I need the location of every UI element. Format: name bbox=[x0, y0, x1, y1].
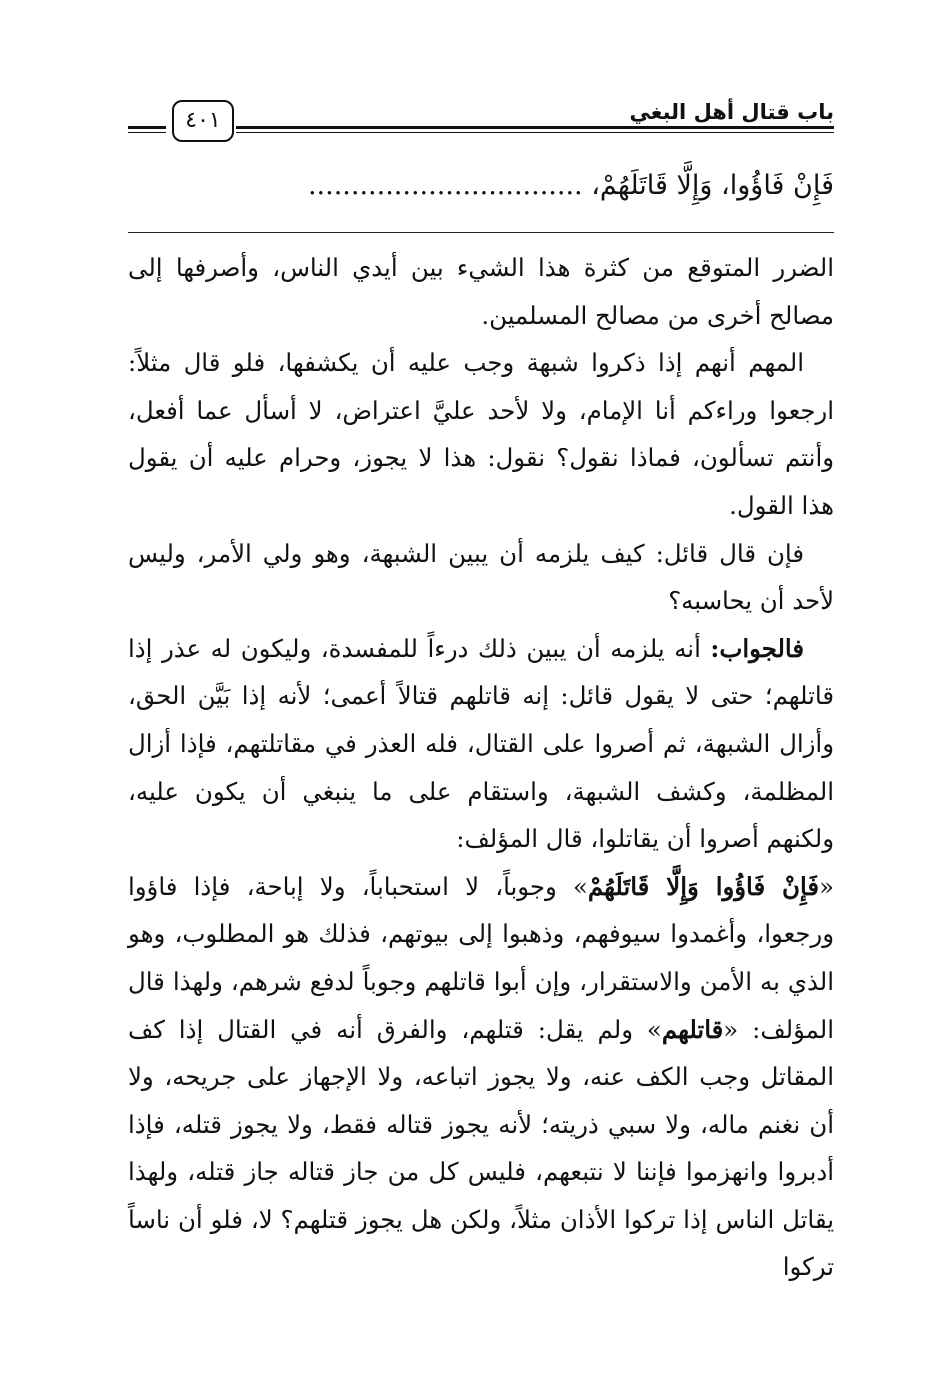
paragraph-3: فإن قال قائل: كيف يلزمه أن يبين الشبهة، وهو ولي الأمر، وليس لأحد أن يحاسبه؟ bbox=[128, 538, 834, 616]
matn-quote bbox=[128, 160, 834, 212]
page-number: ٤٠١ bbox=[172, 100, 234, 142]
commentary-body bbox=[128, 244, 834, 1291]
answer-text: أنه يلزمه أن يبين ذلك درءاً للمفسدة، وليكون له عذر إذا قاتلهم؛ حتى لا يقول قائل: إنه قاتلهم قتالاً أعمى؛ لأنه إذا بَيَّن الحق، وأزال الشبهة، ثم أصروا على القتال، فله العذر في مقاتلتهم، فإذا أزال المظلمة، وكشف الشبهة، واستقام على ما ينبغي أن يكون عليه، ولكنهم أصروا أن يقاتلوا، قال المؤلف: bbox=[128, 633, 834, 854]
paragraph-5-part-a: وجوباً، لا استحباباً، ولا إباحة، فإذا فاؤوا ورجعوا، وأغمدوا سيوفهم، وذهبوا إلى بيوتهم، فذلك هو المطلوب، وهو الذي به الأمن والاستقرار، وإن أبوا قاتلهم وجوباً لدفع شرهم، ولهذا قال المؤلف: bbox=[128, 871, 834, 1044]
page-header bbox=[128, 96, 834, 144]
paragraph-2: المهم أنهم إذا ذكروا شبهة وجب عليه أن يكشفها، فلو قال مثلاً: ارجعوا وراءكم أنا الإمام، ولا لأحد عليَّ اعتراض، لا أسأل عما أفعل، وأنتم تسألون، فماذا نقول؟ نقول: هذا لا يجوز، وحرام عليه أن يقول هذا القول. bbox=[128, 348, 834, 520]
matn-text: فَإِنْ فَاؤُوا، وَإِلَّا قَاتَلَهُمْ، bbox=[591, 170, 834, 201]
quoted-matn: فَإِنْ فَاؤُوا وَإِلَّا قَاتَلَهُمْ bbox=[587, 871, 820, 901]
header-rule bbox=[236, 126, 834, 129]
quote-open: « bbox=[819, 871, 834, 901]
quote-close-2: » bbox=[646, 1014, 662, 1044]
quote-close: » bbox=[572, 871, 588, 901]
paragraph-4 bbox=[128, 625, 834, 863]
quoted-word: قاتلهم bbox=[661, 1014, 724, 1044]
paragraph-5-part-b: ولم يقل: قتلهم، والفرق أنه في القتال إذا كف المقاتل وجب الكف عنه، ولا يجوز اتباعه، ولا الإجهاز على جريحه، ولا أن نغنم ماله، ولا سبي ذريته؛ لأنه يجوز قتاله فقط، ولا يجوز قتله، فإذا أدبروا وانهزموا فإننا لا نتبعهم، فليس كل من جاز قتاله جاز قتله، ولهذا يقاتل الناس إذا تركوا الأذان مثلاً، ولكن هل يجوز قتلهم؟ لا، فلو أن ناساً تركوا bbox=[128, 1014, 834, 1282]
header-rule-left bbox=[128, 126, 166, 129]
paragraph-1: الضرر المتوقع من كثرة هذا الشيء بين أيدي الناس، وأصرفها إلى مصالح أخرى من مصالح المسلمين. bbox=[128, 253, 834, 330]
paragraph-5 bbox=[128, 863, 834, 1291]
quote-open-2: « bbox=[723, 1014, 739, 1044]
header-rule-left-thin bbox=[128, 132, 166, 133]
answer-label: فالجواب: bbox=[710, 633, 804, 663]
section-divider bbox=[128, 232, 834, 233]
matn-dots: ................................ bbox=[307, 170, 583, 201]
header-rule-thin bbox=[236, 132, 834, 133]
running-title: باب قتال أهل البغي bbox=[629, 100, 834, 124]
